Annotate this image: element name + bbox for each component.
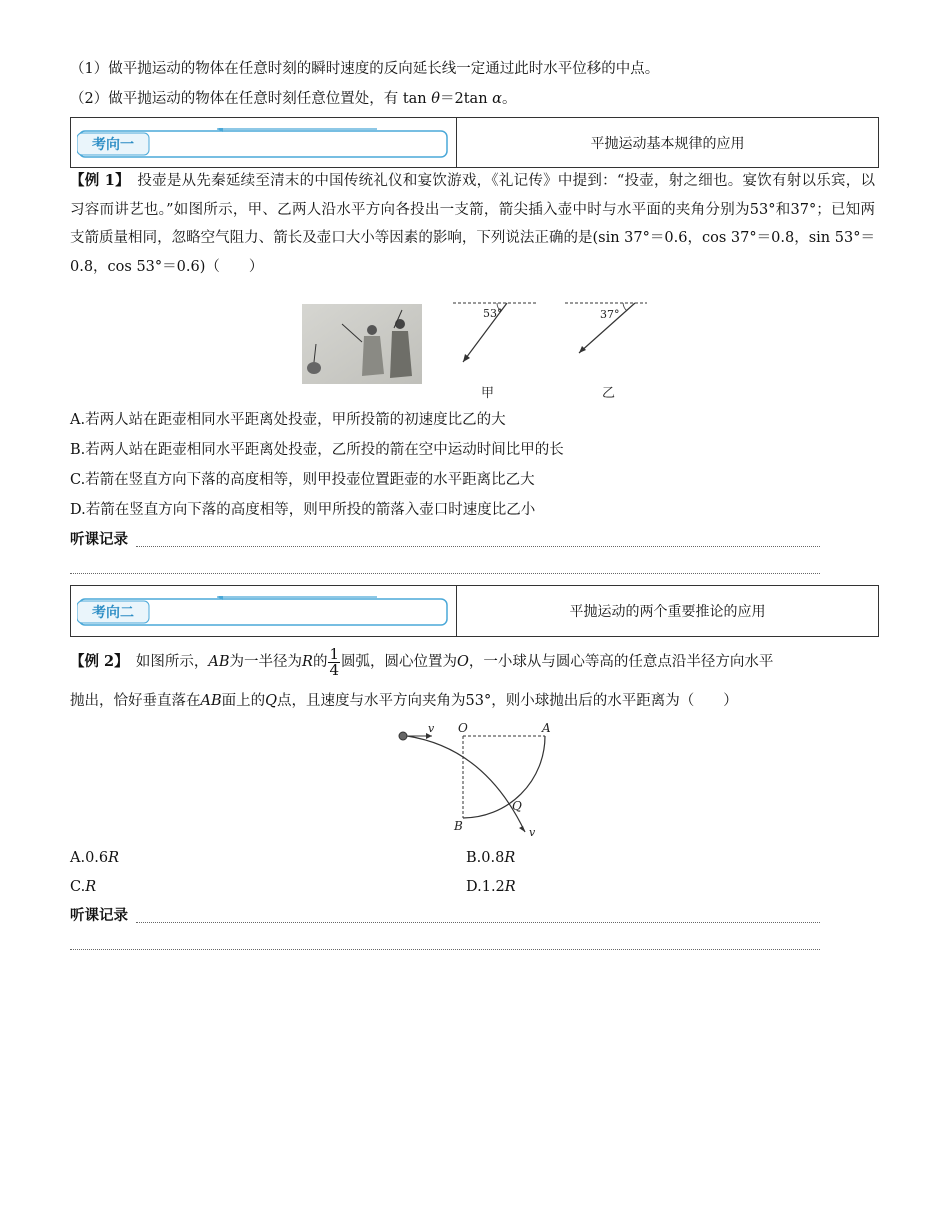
notes-label-1: 听课记录 <box>70 531 128 548</box>
example-1-label: 【例 1】 <box>70 172 123 189</box>
label-Q: Q <box>512 799 522 813</box>
notes-line-1b <box>70 573 820 574</box>
option-1d: D.若箭在竖直方向下落的高度相等，则甲所投的箭落入壶口时速度比乙小 <box>70 502 536 518</box>
fraction-quarter: $\frac{1}{4}$ <box>329 644 339 679</box>
section-tag-1 <box>77 128 449 158</box>
label-v-bottom: v <box>529 826 536 839</box>
example-2-line-1: 【例 2】 如图所示，AB为一半径为R的 $\frac{1}{4}$ 圆弧，圆心位置为O，一小球从与圆心等高的任意点沿半径方向水平 <box>70 644 774 679</box>
option-1a: A.若两人站在距壶相同水平距离处投壶，甲所投箭的初速度比乙的大 <box>70 412 506 428</box>
option-2b: B.0.8R <box>466 850 516 866</box>
ball <box>399 732 407 740</box>
label-A: A <box>542 721 551 735</box>
figure-label-jia: 甲 <box>481 386 495 401</box>
section-header-1 <box>70 117 879 168</box>
example-2-line-2: 抛出，恰好垂直落在AB面上的Q点，且速度与水平方向夹角为53°，则小球抛出后的水平距离为（ ） <box>70 693 738 709</box>
arc-AB <box>463 736 545 818</box>
intro-line-2: （2）做平抛运动的物体在任意时刻任意位置处，有 tan θ＝2tan α。 <box>70 91 517 107</box>
label-v-top: v <box>428 722 435 735</box>
option-1c: C.若箭在竖直方向下落的高度相等，则甲投壶位置距壶的水平距离比乙大 <box>70 472 535 488</box>
figure-label-yi: 乙 <box>602 386 616 401</box>
arc-figure <box>390 718 570 842</box>
notes-line-2b <box>70 949 820 950</box>
angle-label-jia: 53° <box>483 307 503 320</box>
angle-label-yi: 37° <box>600 308 620 321</box>
option-2a: A.0.6R <box>70 850 120 866</box>
arrows-figure <box>445 298 665 404</box>
label-O: O <box>458 721 468 735</box>
section-tag-1-text: 考向一 <box>92 137 134 153</box>
intro-line-1: （1）做平抛运动的物体在任意时刻的瞬时速度的反向延长线一定通过此时水平位移的中点。 <box>70 61 660 77</box>
option-2d: D.1.2R <box>466 879 516 895</box>
section-header-2 <box>70 585 879 637</box>
section-title-2: 平抛运动的两个重要推论的应用 <box>569 604 766 620</box>
option-2c: C.R <box>70 879 97 895</box>
notes-line-2a <box>136 922 820 923</box>
section-tag-2 <box>77 596 449 626</box>
example-2-label: 【例 2】 <box>70 653 122 670</box>
label-B: B <box>454 819 463 833</box>
section-tag-2-text: 考向二 <box>92 605 134 621</box>
notes-line-1a <box>136 546 820 547</box>
option-1b: B.若两人站在距壶相同水平距离处投壶，乙所投的箭在空中运动时间比甲的长 <box>70 442 564 458</box>
example-1-text: 【例 1】 投壶是从先秦延续至清末的中国传统礼仪和宴饮游戏，《礼记传》中提到：“投壶，射之细也。宴饮有射以乐宾，以习容而讲艺也。”如图所示，甲、乙两人沿水平方向各投出一支箭，箭尖插入壶中时与水平面的夹角分别为53°和37°；已知两支箭质量相同，忽略空气阻力、箭长及壶口大小等因素的影响，下列说法正确的是(sin 37°＝0.6，cos 37°＝0.8，sin 53°＝0.8，cos 53°＝0.6)（ ） <box>70 172 875 275</box>
notes-label-2: 听课记录 <box>70 907 128 924</box>
section-title-1: 平抛运动基本规律的应用 <box>590 135 745 152</box>
touhu-painting <box>302 304 422 384</box>
